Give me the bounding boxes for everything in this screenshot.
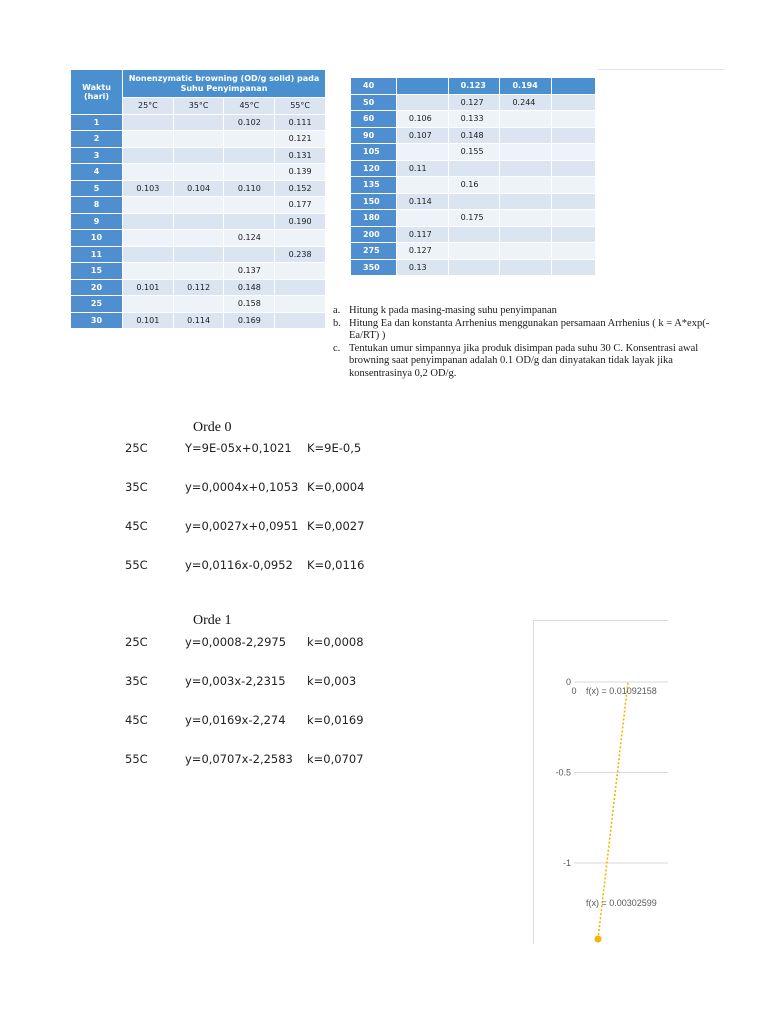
value-cell bbox=[552, 226, 596, 243]
value-cell bbox=[275, 230, 326, 247]
value-cell: 0.238 bbox=[275, 246, 326, 263]
value-cell bbox=[500, 193, 552, 210]
value-cell: 0.175 bbox=[448, 210, 500, 227]
value-cell bbox=[552, 193, 596, 210]
table-row bbox=[351, 78, 596, 95]
day-cell: 180 bbox=[351, 210, 397, 227]
value-cell bbox=[448, 259, 500, 276]
question-text: Hitung k pada masing-masing suhu penyimpanan bbox=[349, 305, 557, 316]
temperature-label: 25C bbox=[125, 441, 148, 455]
value-cell bbox=[500, 177, 552, 194]
value-cell: 0.194 bbox=[500, 78, 552, 95]
value-cell bbox=[500, 144, 552, 161]
value-cell bbox=[123, 263, 174, 280]
value-cell bbox=[224, 164, 275, 181]
table-row bbox=[351, 144, 596, 161]
table-row bbox=[71, 246, 326, 263]
value-cell bbox=[552, 160, 596, 177]
table-row bbox=[71, 263, 326, 280]
day-cell: 30 bbox=[71, 312, 123, 329]
value-cell bbox=[448, 160, 500, 177]
value-cell bbox=[500, 210, 552, 227]
value-cell bbox=[173, 213, 224, 230]
table-row bbox=[71, 213, 326, 230]
table-row bbox=[351, 193, 596, 210]
table-row bbox=[351, 177, 596, 194]
value-cell: 0.124 bbox=[224, 230, 275, 247]
rate-constant: k=0,0169 bbox=[307, 713, 364, 727]
day-cell: 105 bbox=[351, 144, 397, 161]
question-item bbox=[333, 305, 728, 318]
temperature-label: 45C bbox=[125, 713, 148, 727]
regression-equation: y=0,0116x-0,0952 bbox=[185, 558, 293, 572]
day-cell: 8 bbox=[71, 197, 123, 214]
value-cell: 0.101 bbox=[123, 279, 174, 296]
value-cell: 0.169 bbox=[224, 312, 275, 329]
table-row bbox=[351, 226, 596, 243]
value-cell bbox=[275, 279, 326, 296]
day-cell: 11 bbox=[71, 246, 123, 263]
value-cell bbox=[500, 226, 552, 243]
value-cell: 0.102 bbox=[224, 114, 275, 131]
day-cell: 2 bbox=[71, 131, 123, 148]
question-item bbox=[333, 318, 728, 343]
day-cell: 50 bbox=[351, 94, 397, 111]
header-day: Waktu (hari) bbox=[71, 70, 123, 115]
divider-line bbox=[597, 69, 724, 70]
rate-constant: K=0,0116 bbox=[307, 558, 365, 572]
temperature-label: 35C bbox=[125, 480, 148, 494]
temperature-label: 55C bbox=[125, 558, 148, 572]
regression-chart bbox=[533, 620, 668, 944]
day-cell: 20 bbox=[71, 279, 123, 296]
browning-table-right bbox=[350, 77, 596, 276]
value-cell bbox=[123, 230, 174, 247]
x-tick-label: 0 bbox=[571, 686, 577, 696]
value-cell bbox=[552, 94, 596, 111]
rate-constant: K=0,0027 bbox=[307, 519, 365, 533]
value-cell: 0.177 bbox=[275, 197, 326, 214]
day-cell: 1 bbox=[71, 114, 123, 131]
regression-equation: y=0,0004x+0,1053 bbox=[185, 480, 299, 494]
value-cell bbox=[123, 164, 174, 181]
value-cell: 0.110 bbox=[224, 180, 275, 197]
day-cell: 15 bbox=[71, 263, 123, 280]
value-cell bbox=[500, 127, 552, 144]
regression-equation: Y=9E-05x+0,1021 bbox=[185, 441, 292, 455]
rate-constant: K=0,0004 bbox=[307, 480, 365, 494]
value-cell bbox=[500, 160, 552, 177]
value-cell bbox=[275, 263, 326, 280]
value-cell: 0.112 bbox=[173, 279, 224, 296]
orde1-title: Orde 1 bbox=[193, 613, 232, 628]
day-cell: 90 bbox=[351, 127, 397, 144]
temp-header: 25°C bbox=[123, 98, 174, 115]
regression-equation: y=0,0169x-2,274 bbox=[185, 713, 286, 727]
value-cell: 0.127 bbox=[396, 243, 448, 260]
table-row bbox=[351, 259, 596, 276]
day-cell: 3 bbox=[71, 147, 123, 164]
table-row bbox=[351, 243, 596, 260]
rate-constant: K=9E-0,5 bbox=[307, 441, 362, 455]
temp-header: 55°C bbox=[275, 98, 326, 115]
value-cell bbox=[123, 296, 174, 313]
value-cell bbox=[500, 111, 552, 128]
value-cell: 0.101 bbox=[123, 312, 174, 329]
temp-header: 35°C bbox=[173, 98, 224, 115]
table-row bbox=[351, 160, 596, 177]
value-cell bbox=[173, 114, 224, 131]
value-cell bbox=[552, 127, 596, 144]
rate-constant: k=0,0707 bbox=[307, 752, 364, 766]
value-cell: 0.104 bbox=[173, 180, 224, 197]
value-cell bbox=[173, 197, 224, 214]
question-label: b. bbox=[333, 317, 341, 329]
value-cell: 0.133 bbox=[448, 111, 500, 128]
question-label: a. bbox=[333, 305, 341, 316]
value-cell: 0.13 bbox=[396, 259, 448, 276]
value-cell: 0.131 bbox=[275, 147, 326, 164]
value-cell: 0.16 bbox=[448, 177, 500, 194]
value-cell bbox=[123, 197, 174, 214]
day-cell: 60 bbox=[351, 111, 397, 128]
orde0-title: Orde 0 bbox=[193, 420, 232, 435]
value-cell bbox=[173, 263, 224, 280]
table-row bbox=[351, 111, 596, 128]
table-row bbox=[351, 127, 596, 144]
day-cell: 120 bbox=[351, 160, 397, 177]
day-cell: 10 bbox=[71, 230, 123, 247]
value-cell bbox=[552, 78, 596, 95]
value-cell: 0.190 bbox=[275, 213, 326, 230]
day-cell: 5 bbox=[71, 180, 123, 197]
value-cell bbox=[396, 210, 448, 227]
value-cell: 0.121 bbox=[275, 131, 326, 148]
question-item bbox=[333, 343, 728, 381]
y-tick-label: 0 bbox=[565, 677, 571, 687]
value-cell bbox=[123, 114, 174, 131]
regression-equation: y=0,003x-2,2315 bbox=[185, 674, 286, 688]
rate-constant: k=0,0008 bbox=[307, 635, 364, 649]
data-point bbox=[595, 936, 602, 943]
value-cell: 0.107 bbox=[396, 127, 448, 144]
y-tick-label: -0.5 bbox=[555, 767, 571, 778]
value-cell bbox=[552, 177, 596, 194]
question-text: Hitung Ea dan konstanta Arrhenius menggunakan persamaan Arrhenius ( k = A*exp(-Ea/RT) ) bbox=[349, 317, 710, 341]
value-cell: 0.137 bbox=[224, 263, 275, 280]
table-row bbox=[351, 94, 596, 111]
day-cell: 4 bbox=[71, 164, 123, 181]
table-row bbox=[71, 197, 326, 214]
chart-svg bbox=[534, 621, 668, 944]
day-cell: 150 bbox=[351, 193, 397, 210]
day-cell: 135 bbox=[351, 177, 397, 194]
value-cell bbox=[173, 296, 224, 313]
value-cell bbox=[396, 144, 448, 161]
value-cell: 0.155 bbox=[448, 144, 500, 161]
value-cell: 0.114 bbox=[396, 193, 448, 210]
value-cell bbox=[173, 246, 224, 263]
table-row bbox=[71, 164, 326, 181]
day-cell: 9 bbox=[71, 213, 123, 230]
table-row bbox=[71, 147, 326, 164]
day-cell: 40 bbox=[351, 78, 397, 95]
value-cell bbox=[552, 111, 596, 128]
regression-equation: y=0,0008-2,2975 bbox=[185, 635, 287, 649]
table-row bbox=[351, 210, 596, 227]
value-cell bbox=[275, 312, 326, 329]
value-cell bbox=[173, 131, 224, 148]
value-cell bbox=[173, 147, 224, 164]
day-cell: 350 bbox=[351, 259, 397, 276]
value-cell bbox=[396, 177, 448, 194]
value-cell: 0.244 bbox=[500, 94, 552, 111]
value-cell bbox=[224, 213, 275, 230]
temperature-label: 55C bbox=[125, 752, 148, 766]
value-cell: 0.11 bbox=[396, 160, 448, 177]
value-cell: 0.148 bbox=[448, 127, 500, 144]
table-row bbox=[71, 312, 326, 329]
value-cell bbox=[500, 259, 552, 276]
value-cell bbox=[123, 246, 174, 263]
table-row bbox=[71, 131, 326, 148]
value-cell bbox=[552, 243, 596, 260]
value-cell bbox=[123, 131, 174, 148]
value-cell: 0.139 bbox=[275, 164, 326, 181]
value-cell: 0.148 bbox=[224, 279, 275, 296]
value-cell bbox=[173, 230, 224, 247]
value-cell bbox=[448, 226, 500, 243]
value-cell: 0.114 bbox=[173, 312, 224, 329]
table-row bbox=[71, 114, 326, 131]
value-cell: 0.127 bbox=[448, 94, 500, 111]
question-list bbox=[333, 305, 728, 380]
value-cell bbox=[123, 147, 174, 164]
value-cell bbox=[224, 246, 275, 263]
value-cell bbox=[275, 296, 326, 313]
table-row bbox=[71, 279, 326, 296]
temperature-label: 35C bbox=[125, 674, 148, 688]
table-row bbox=[71, 180, 326, 197]
browning-table-left bbox=[70, 69, 326, 329]
trendline-label: f(x) = 0.01092158 bbox=[586, 686, 657, 696]
value-cell bbox=[173, 164, 224, 181]
trendline-label: f(x) = 0.00302599 bbox=[586, 897, 657, 908]
value-cell bbox=[224, 197, 275, 214]
y-tick-label: -1 bbox=[562, 858, 571, 868]
value-cell bbox=[448, 243, 500, 260]
day-cell: 25 bbox=[71, 296, 123, 313]
table-row bbox=[71, 296, 326, 313]
value-cell bbox=[123, 213, 174, 230]
header-main: Nonenzymatic browning (OD/g solid) pada Suhu Penyimpanan bbox=[123, 70, 326, 98]
regression-equation: y=0,0027x+0,0951 bbox=[185, 519, 299, 533]
value-cell: 0.117 bbox=[396, 226, 448, 243]
value-cell: 0.152 bbox=[275, 180, 326, 197]
value-cell bbox=[224, 131, 275, 148]
temp-header: 45°C bbox=[224, 98, 275, 115]
value-cell: 0.103 bbox=[123, 180, 174, 197]
value-cell bbox=[224, 147, 275, 164]
value-cell bbox=[500, 243, 552, 260]
value-cell: 0.158 bbox=[224, 296, 275, 313]
temperature-label: 45C bbox=[125, 519, 148, 533]
value-cell bbox=[552, 144, 596, 161]
value-cell bbox=[552, 259, 596, 276]
value-cell bbox=[552, 210, 596, 227]
value-cell bbox=[448, 193, 500, 210]
value-cell: 0.111 bbox=[275, 114, 326, 131]
day-cell: 275 bbox=[351, 243, 397, 260]
rate-constant: k=0,003 bbox=[307, 674, 357, 688]
value-cell: 0.106 bbox=[396, 111, 448, 128]
question-text: Tentukan umur simpannya jika produk disimpan pada suhu 30 C. Konsentrasi awal browning saat penyimpanan adalah 0.1 OD/g dan dinyatakan tidak layak jika konsentrasinya 0,2 OD/g. bbox=[349, 342, 699, 379]
value-cell bbox=[396, 78, 448, 95]
temperature-label: 25C bbox=[125, 635, 148, 649]
question-label: c. bbox=[333, 342, 341, 354]
table-row bbox=[71, 230, 326, 247]
regression-equation: y=0,0707x-2,2583 bbox=[185, 752, 293, 766]
value-cell: 0.123 bbox=[448, 78, 500, 95]
day-cell: 200 bbox=[351, 226, 397, 243]
value-cell bbox=[396, 94, 448, 111]
